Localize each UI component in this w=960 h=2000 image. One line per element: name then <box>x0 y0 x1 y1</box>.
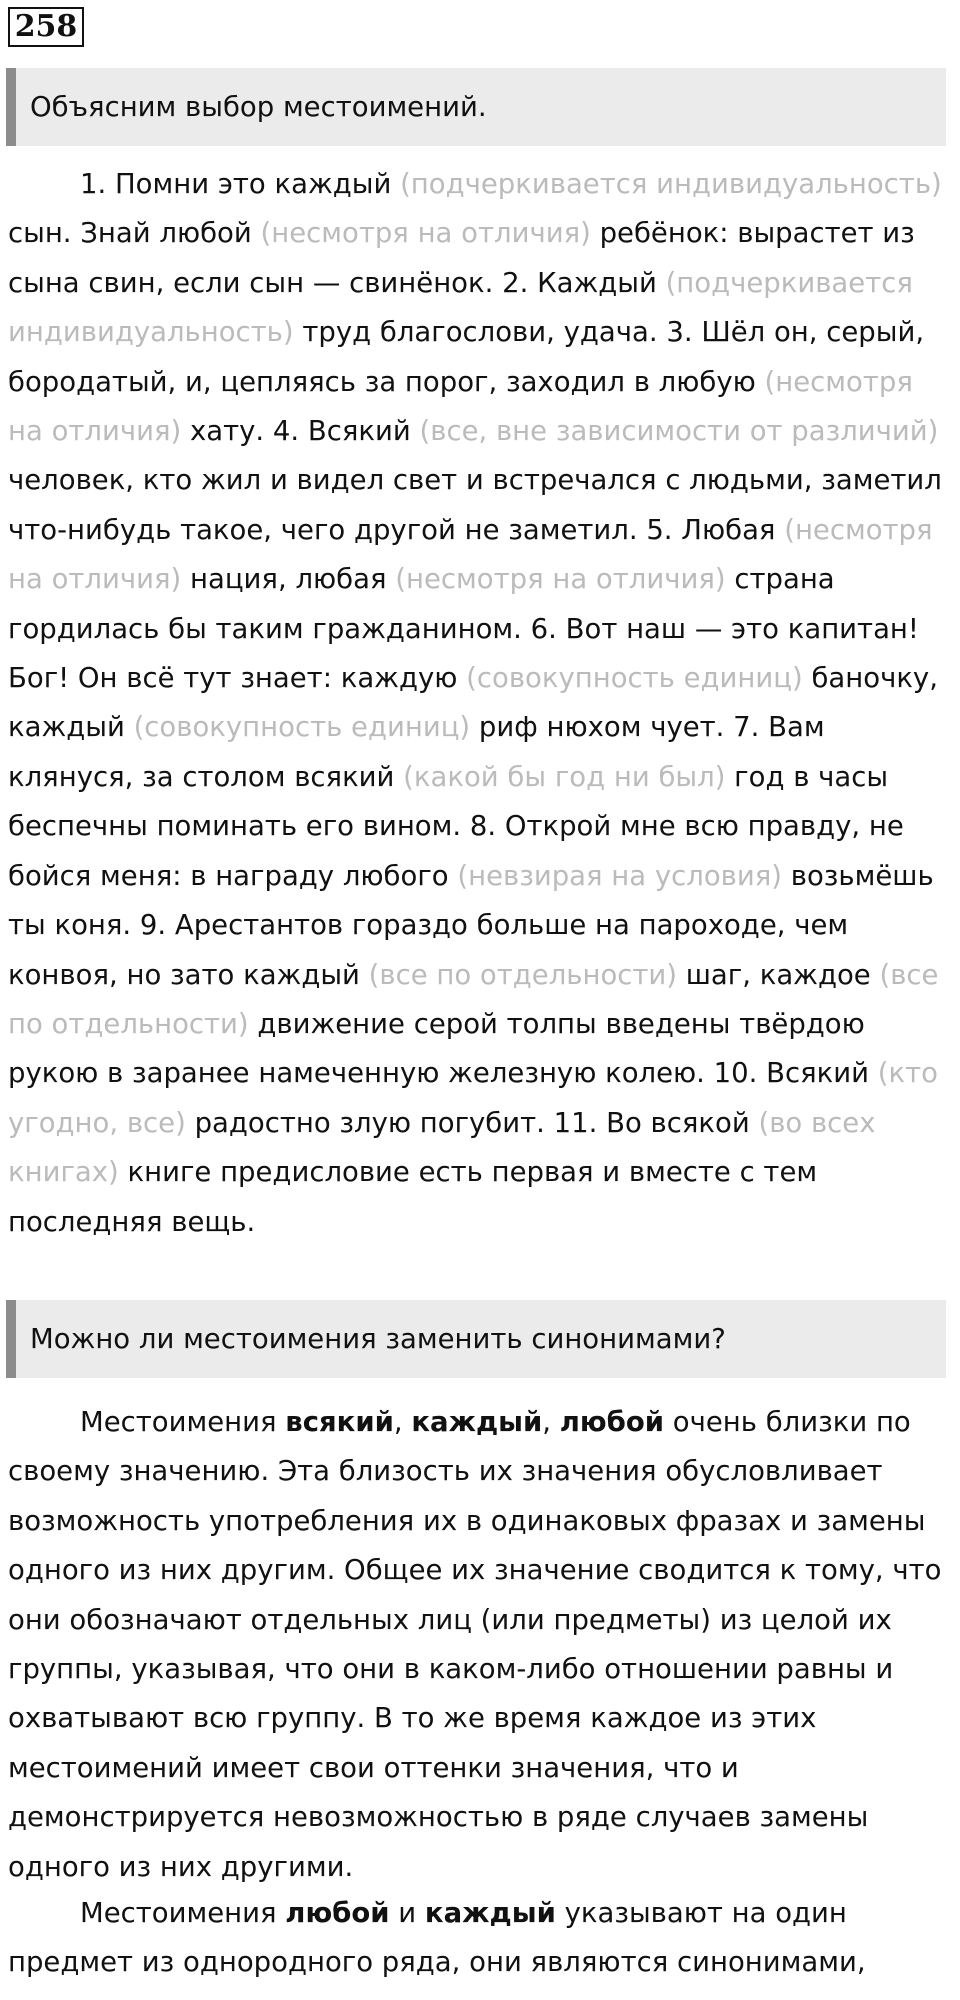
section-header-synonyms: Можно ли местоимения заменить синонимами? <box>6 1300 946 1378</box>
text-run: движение серой толпы введены твёрдою рукою в заранее намеченную железную колею. 10. Всякий <box>8 1007 878 1090</box>
task-number-badge: 258 <box>8 7 84 47</box>
text-run: труд благослови, удача. 3. Шёл он, серый, бородатый, и, цепляясь за порог, заходил в любую <box>8 316 925 398</box>
meaning-note: (во всех книгах) <box>8 1106 876 1189</box>
meaning-note: (невзирая на условия) <box>457 859 783 892</box>
meaning-note: (несмотря на отличия) <box>395 563 726 596</box>
meaning-note: (несмотря на отличия) <box>260 217 591 250</box>
answer-paragraph <box>8 160 952 1247</box>
text-run: указывают на один предмет из однородного ряда, они являются синонимами, <box>8 1897 866 1979</box>
meaning-note: (совокупность единиц) <box>466 662 803 695</box>
meaning-note: (все, вне зависимости от различий) <box>419 415 939 448</box>
meaning-note: (несмотря на отличия) <box>8 365 913 448</box>
text-run: шаг, каждое <box>677 958 880 991</box>
meaning-note: (несмотря на отличия) <box>8 513 933 596</box>
meaning-note: (подчеркивается индивидуальность) <box>400 168 942 200</box>
pronoun-term: каждый <box>424 1897 556 1929</box>
section-header-pronoun-choice: Объясним выбор местоимений. <box>6 68 946 146</box>
meaning-note: (совокупность единиц) <box>133 711 471 744</box>
text-run: книге предисловие есть первая и вместе с тем последняя вещь. <box>8 1156 818 1238</box>
text-run: нация, любая <box>181 563 396 596</box>
explanation-paragraph-2 <box>8 1889 952 1988</box>
text-run: баночку, каждый <box>8 662 938 744</box>
text-run: радостно злую погубит. 11. Во всякой <box>185 1106 759 1139</box>
pronoun-term: всякий <box>285 1406 394 1438</box>
text-run: хату. 4. Всякий <box>181 415 420 448</box>
text-run: возьмёшь ты коня. 9. Арестантов гораздо больше на пароходе, чем конвоя, но зато каждый <box>8 859 934 991</box>
text-run: страна гордилась бы таким гражданином. 6. Вот наш — это капитан! Бог! Он всё тут знает: каждую <box>8 563 919 695</box>
meaning-note: (кто угодно, все) <box>8 1057 938 1139</box>
text-run: Местоимения <box>80 1406 286 1438</box>
pronoun-term: каждый <box>411 1406 543 1438</box>
meaning-note: (подчеркивается индивидуальность) <box>8 266 913 349</box>
pronoun-term: любой <box>559 1406 665 1438</box>
text-run: Местоимения <box>80 1897 286 1929</box>
text-run: 1. Помни это каждый <box>80 168 401 200</box>
text-run: очень близки по своему значению. Эта близость их значения обусловливает возможность употребления их в одинаковых фразах и замены одного из них другим. Общее их значение сводится к тому, что они обозначают отдельных лиц (или предметы) из целой их группы, указывая, что они в каком-либо отношении равны и охватывают всю группу. В то же время каждое из этих местоимений имеет свои оттенки значения, что и демонстрируется невозможностью в ряде случаев замены одного из них другими. <box>8 1406 942 1883</box>
meaning-note: (все по отдельности) <box>368 958 678 991</box>
text-run: риф нюхом чует. 7. Вам клянуся, за столом всякий <box>8 711 825 793</box>
text-run: и <box>389 1897 425 1929</box>
text-run: , <box>542 1406 560 1438</box>
text-run: сын. Знай любой <box>8 217 261 250</box>
explanation-paragraph-1 <box>8 1398 952 1892</box>
text-run: , <box>393 1406 412 1438</box>
text-run: ребёнок: вырастет из сына свин, если сын — свинёнок. 2. Каждый <box>8 217 915 299</box>
meaning-note: (все по отдельности) <box>8 958 939 1040</box>
meaning-note: (какой бы год ни был) <box>403 760 726 793</box>
pronoun-term: любой <box>285 1897 390 1929</box>
text-run: год в часы беспечны поминать его вином. 8. Открой мне всю правду, не бойся меня: в награду любого <box>8 760 904 892</box>
text-run: человек, кто жил и видел свет и встречался с людьми, заметил что-нибудь такое, чего другой не заметил. 5. Любая <box>8 464 942 546</box>
